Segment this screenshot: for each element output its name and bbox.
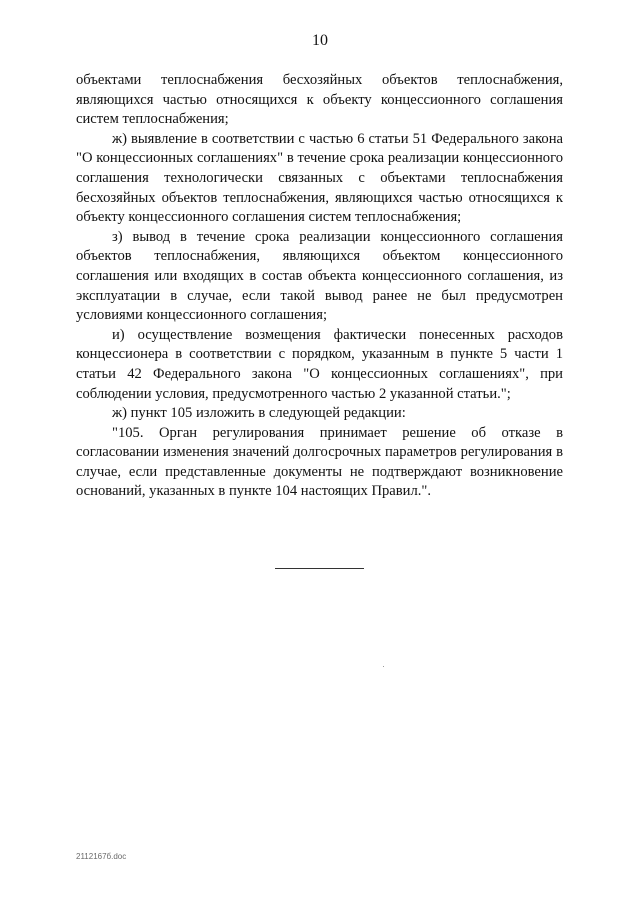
paragraph-item-zh: ж) выявление в соответствии с частью 6 статьи 51 Федерального закона "О концессионных соглашениях" в течение срока реализации концессионного соглашения технологически связанных с объектами теплоснабжения бесхозяйных объектов теплоснабжения, являющихся частью относящихся к объекту концессионного соглашения систем теплоснабжения;: [76, 130, 563, 226]
paragraph-clause-105: "105. Орган регулирования принимает решение об отказе в согласовании изменения значений долгосрочных параметров регулирования в случае, если представленные документы не подтверждают возникновение оснований, указанных в пункте 104 настоящих Правил.".: [76, 424, 563, 500]
paragraph-item-z: з) вывод в течение срока реализации концессионного соглашения объектов теплоснабжения, являющихся объектом концессионного соглашения или входящих в состав объекта концессионного соглашения, из эксплуатации в случае, если такой вывод ранее не был предусмотрен условиями концессионного соглашения;: [76, 228, 563, 324]
paragraph-continuation: объектами теплоснабжения бесхозяйных объектов теплоснабжения, являющихся частью относящихся к объекту концессионного соглашения систем теплоснабжения;: [76, 72, 563, 128]
paragraph-item-i: и) осуществление возмещения фактически понесенных расходов концессионера в соответствии с порядком, указанным в пункте 5 части 1 статьи 42 Федерального закона "О концессионных соглашениях", при соблюдении условия, предусмотренного частью 2 указанной статьи.";: [76, 326, 563, 402]
end-of-text-rule: [275, 568, 364, 569]
scan-speck: [383, 666, 384, 667]
document-body: [76, 71, 563, 502]
page-number: 10: [312, 32, 328, 49]
footer-doc-code: 2112167б.doc: [76, 852, 127, 861]
paragraph-item-zh-105: ж) пункт 105 изложить в следующей редакции:: [112, 405, 406, 422]
